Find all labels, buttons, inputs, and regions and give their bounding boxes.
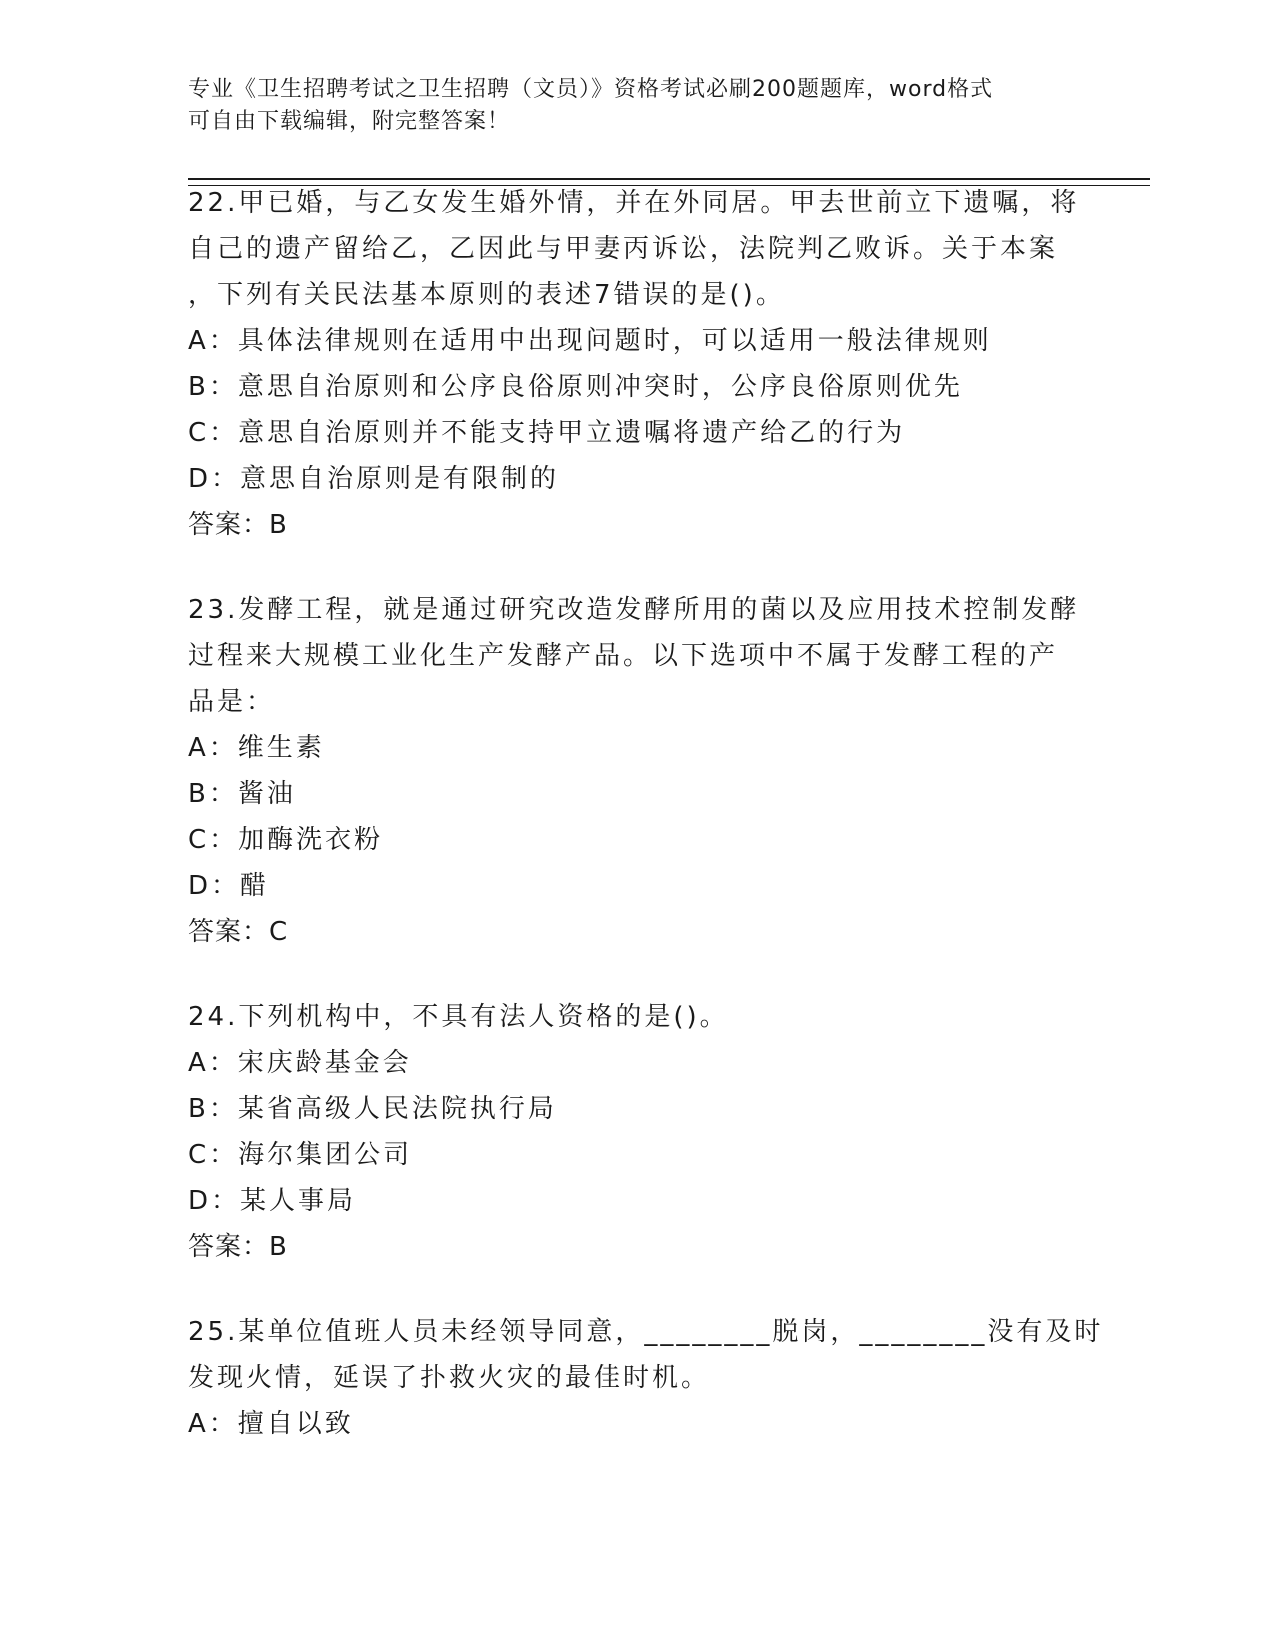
option-c: C：海尔集团公司 xyxy=(188,1140,413,1170)
question-stem-line: 发现火情，延误了扑救火灾的最佳时机。 xyxy=(188,1363,711,1393)
question-stem-line: 22.甲已婚，与乙女发生婚外情，并在外同居。甲去世前立下遗嘱，将 xyxy=(188,188,1080,218)
option-d: D：某人事局 xyxy=(188,1186,357,1216)
option-b: B：某省高级人民法院执行局 xyxy=(188,1094,557,1124)
question-stem-line: 自己的遗产留给乙，乙因此与甲妻丙诉讼，法院判乙败诉。关于本案 xyxy=(188,234,1059,264)
question-stem-line: 品是： xyxy=(188,687,276,717)
option-c: C：意思自治原则并不能支持甲立遗嘱将遗产给乙的行为 xyxy=(188,418,906,448)
option-a: A：宋庆龄基金会 xyxy=(188,1048,412,1078)
option-a: A：擅自以致 xyxy=(188,1409,354,1439)
option-d: D：意思自治原则是有限制的 xyxy=(188,464,560,494)
header-line-2: 可自由下载编辑，附完整答案！ xyxy=(188,109,511,134)
document-header xyxy=(188,74,1088,138)
option-b: B：意思自治原则和公序良俗原则冲突时，公序良俗原则优先 xyxy=(188,372,963,402)
answer-label: 答案：C xyxy=(188,917,289,947)
option-c: C：加酶洗衣粉 xyxy=(188,825,384,855)
option-a: A：维生素 xyxy=(188,733,325,763)
option-b: B：酱油 xyxy=(188,779,296,809)
question-22 xyxy=(188,180,1088,548)
answer-label: 答案：B xyxy=(188,1232,288,1262)
question-stem-line: 23.发酵工程，就是通过研究改造发酵所用的菌以及应用技术控制发酵 xyxy=(188,595,1080,625)
question-23 xyxy=(188,587,1088,955)
question-25 xyxy=(188,1309,1104,1447)
question-24 xyxy=(188,994,1088,1270)
question-stem-line: 25.某单位值班人员未经领导同意，________脱岗，________没有及时 xyxy=(188,1317,1104,1347)
option-d: D：醋 xyxy=(188,871,270,901)
question-stem-line: 24.下列机构中，不具有法人资格的是()。 xyxy=(188,1002,729,1032)
question-stem-line: 过程来大规模工业化生产发酵产品。以下选项中不属于发酵工程的产 xyxy=(188,641,1059,671)
header-line-1: 专业《卫生招聘考试之卫生招聘（文员）》资格考试必刷200题题库，word格式 xyxy=(188,77,994,102)
answer-label: 答案：B xyxy=(188,510,288,540)
option-a: A：具体法律规则在适用中出现问题时，可以适用一般法律规则 xyxy=(188,326,992,356)
question-stem-line: ，下列有关民法基本原则的表述7错误的是()。 xyxy=(188,280,785,310)
